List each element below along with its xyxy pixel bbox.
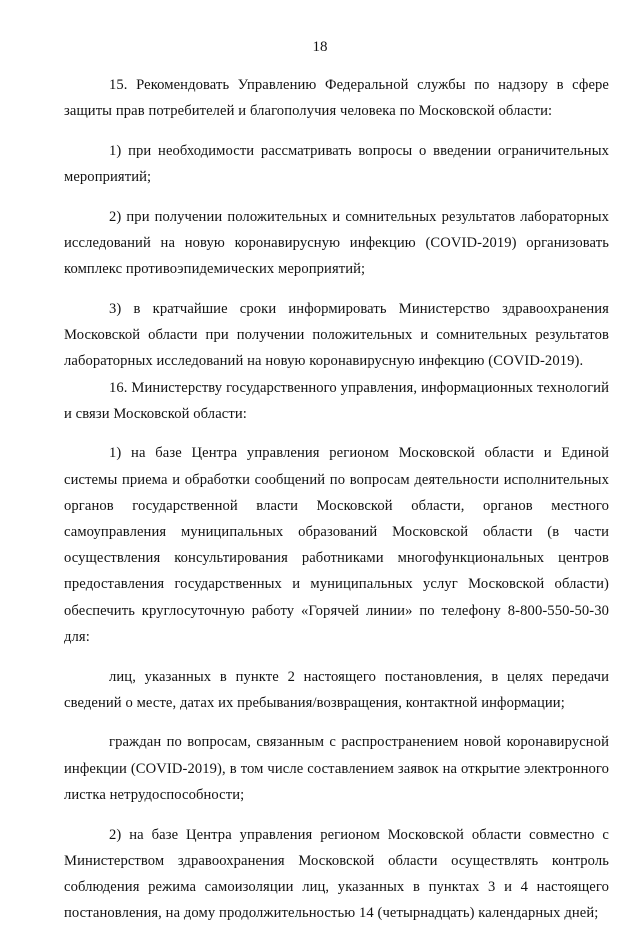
paragraph-15: 15. Рекомендовать Управлению Федеральной службы по надзору в сфере защиты прав потребителей и благополучия человека по Московской области: xyxy=(64,77,609,120)
paragraph-16-2: 2) на базе Центра управления регионом Московской области совместно с Министерством здравоохранения Московской области осуществлять контроль соблюдения режима самоизоляции лиц, указанных в пунктах 3 и 4 настоящего постановления, на дому продолжительностью 14 (четырнадцать) календарных дней; xyxy=(64,826,609,922)
paragraph-16-1: 1) на базе Центра управления регионом Московской области и Единой системы приема и обработки сообщений по вопросам деятельности исполнительных органов государственной власти Московской области, органов местного самоуправления муниципальных образований Московской области (в части осуществления консультирования работниками многофункциональных центров предоставления государственных и муниципальных услуг Московской области) обеспечить круглосуточную работу «Горячей линии» по телефону 8-800-550-50-30 для: xyxy=(64,445,609,645)
paragraph-15-2: 2) при получении положительных и сомнительных результатов лабораторных исследований на новую коронавирусную инфекцию (COVID-2019) организовать комплекс противоэпидемических мероприятий; xyxy=(64,208,609,278)
paragraph-16: 16. Министерству государственного управления, информационных технологий и связи Московской области: xyxy=(64,379,609,422)
paragraph-15-1: 1) при необходимости рассматривать вопросы о введении ограничительных мероприятий; xyxy=(64,142,609,186)
page-number: 18 xyxy=(312,39,328,55)
paragraph-16-1-persons: лиц, указанных в пункте 2 настоящего постановления, в целях передачи сведений о месте, датах их пребывания/возвращения, контактной информации; xyxy=(64,668,609,711)
document-body xyxy=(64,72,609,926)
paragraph-15-3: 3) в кратчайшие сроки информировать Министерство здравоохранения Московской области при получении положительных и сомнительных результатов лабораторных исследований на новую коронавирусную инфекцию (COVID-2019). xyxy=(64,300,609,370)
paragraph-16-1-citizens: граждан по вопросам, связанным с распространением новой коронавирусной инфекции (COVID-2019), в том числе составлением заявок на открытие электронного листка нетрудоспособности; xyxy=(64,734,609,803)
